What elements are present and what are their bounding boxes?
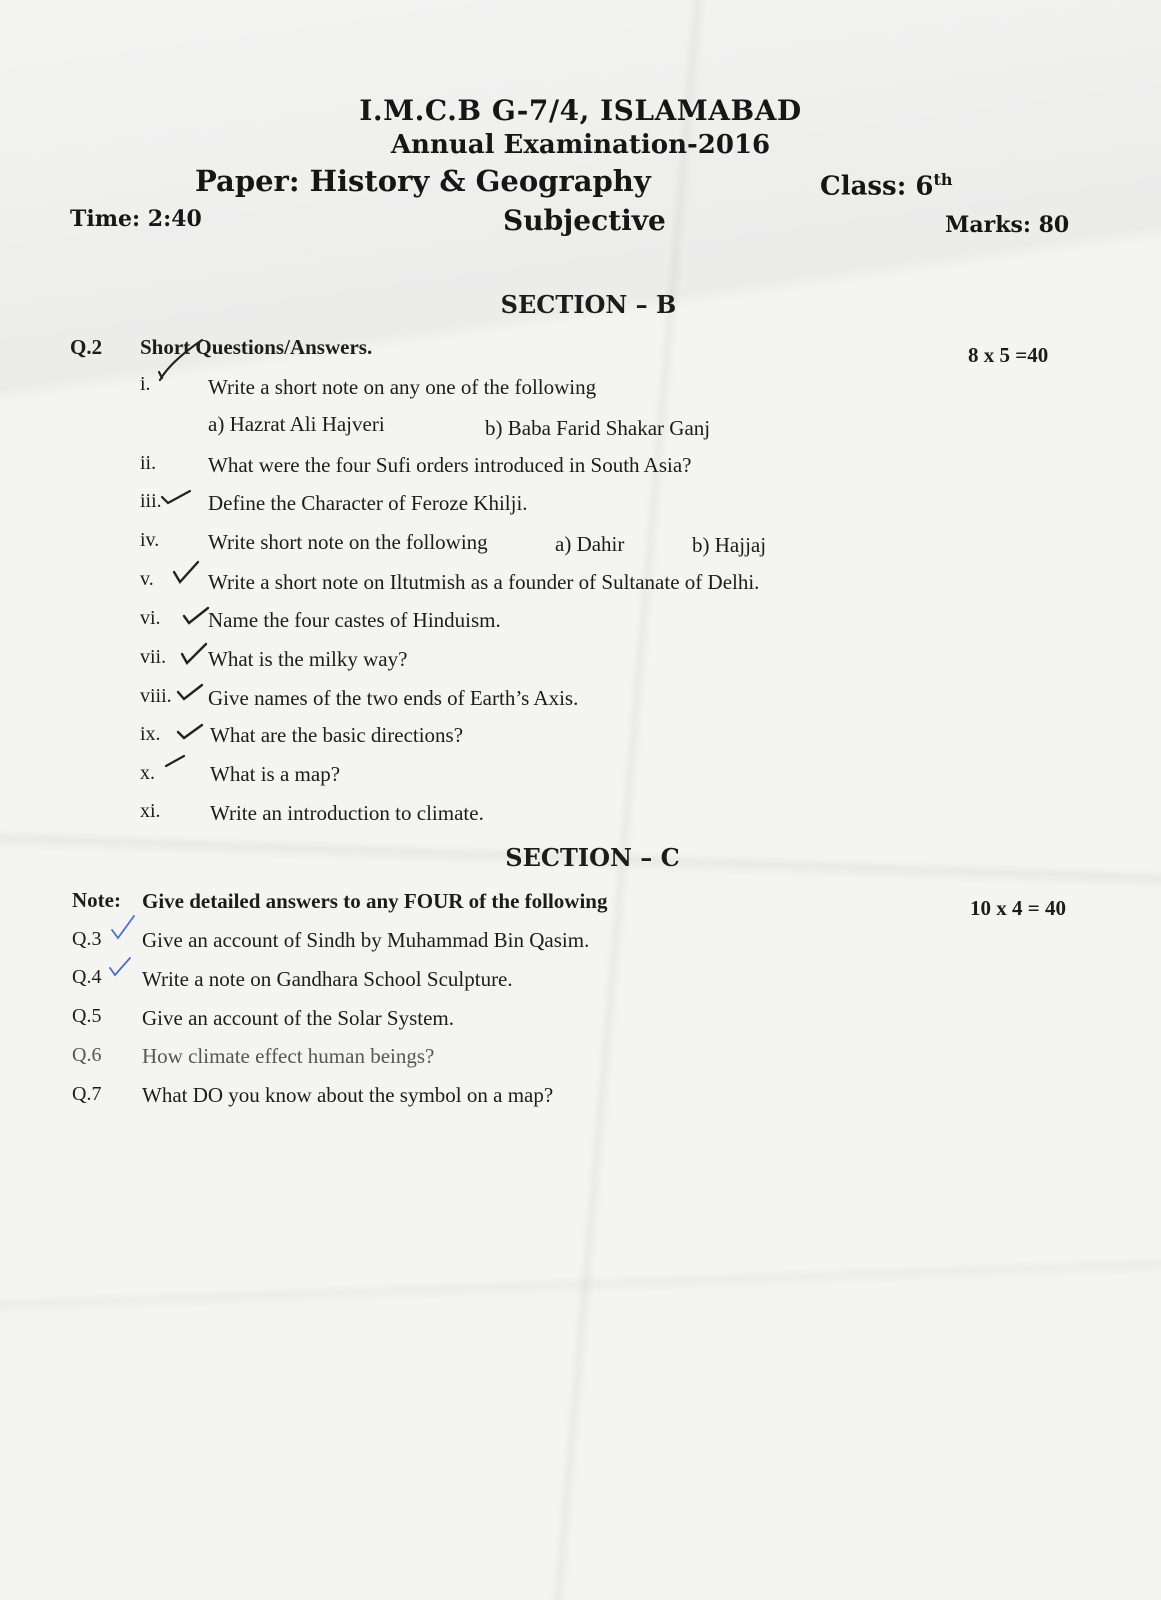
item-num: x. (140, 762, 155, 784)
check-mark-icon (180, 642, 208, 666)
q2-number: Q.2 (70, 335, 103, 359)
note-label: Note: (72, 888, 121, 912)
paper-subject: Paper: History & Geography (195, 164, 651, 198)
class-label: Class: 6 (820, 171, 934, 202)
item-num: iv. (140, 529, 160, 551)
item-num: ix. (140, 723, 161, 745)
check-mark-icon (182, 606, 210, 626)
question-num: Q.3 (72, 928, 102, 950)
item-num: viii. (140, 685, 172, 707)
item-text: Write short note on the following (208, 530, 488, 554)
section-c-marks: 10 x 4 = 40 (970, 896, 1066, 920)
check-mark-icon (110, 914, 136, 942)
check-mark-icon (176, 683, 204, 703)
item-text: Write a short note on any one of the following (208, 375, 597, 399)
item-option-b: b) Hajjaj (692, 533, 767, 557)
class-info (820, 170, 952, 202)
question-text: What DO you know about the symbol on a map? (142, 1083, 554, 1107)
item-num: v. (140, 568, 154, 590)
question-num: Q.5 (72, 1005, 102, 1027)
total-marks: Marks: 80 (945, 212, 1070, 238)
check-mark-icon (158, 336, 204, 384)
item-num: ii. (140, 452, 157, 474)
exam-title: Annual Examination-2016 (390, 130, 771, 160)
item-text: Define the Character of Feroze Khilji. (208, 491, 528, 515)
item-text: What are the basic directions? (210, 723, 464, 747)
item-num: vi. (140, 607, 161, 629)
question-text: Write a note on Gandhara School Sculpture. (142, 967, 513, 991)
section-b-marks: 8 x 5 =40 (968, 343, 1049, 367)
check-mark-icon (176, 723, 204, 741)
question-num: Q.6 (72, 1044, 102, 1066)
question-text: Give an account of the Solar System. (142, 1006, 455, 1030)
question-num: Q.7 (72, 1083, 102, 1105)
item-text: Give names of the two ends of Earth’s Axis. (208, 686, 579, 710)
item-option-b: b) Baba Farid Shakar Ganj (485, 416, 711, 440)
question-text: How climate effect human beings? (142, 1044, 435, 1068)
item-num: iii. (140, 490, 162, 512)
check-mark-icon (108, 956, 132, 978)
item-option-a: a) Hazrat Ali Hajveri (208, 412, 385, 436)
paper-type: Subjective (503, 204, 666, 237)
item-option-a: a) Dahir (555, 532, 625, 556)
check-mark-icon (160, 488, 192, 506)
item-num: xi. (140, 800, 161, 822)
question-text: Give an account of Sindh by Muhammad Bin Qasim. (142, 928, 590, 952)
question-num: Q.4 (72, 966, 102, 988)
school-name: I.M.C.B G-7/4, ISLAMABAD (359, 94, 802, 127)
q2-heading: Short Questions/Answers. (140, 335, 373, 359)
item-text: What is the milky way? (208, 647, 408, 671)
item-text: Write a short note on Iltutmish as a founder of Sultanate of Delhi. (208, 570, 760, 594)
item-text: What were the four Sufi orders introduced in South Asia? (208, 453, 692, 477)
time-info: Time: 2:40 (70, 206, 202, 232)
section-c-title: SECTION – C (505, 843, 680, 872)
item-text: What is a map? (210, 762, 341, 786)
section-b-title: SECTION – B (500, 290, 677, 319)
note-text: Give detailed answers to any FOUR of the following (142, 889, 608, 913)
item-text: Name the four castes of Hinduism. (208, 608, 501, 632)
check-mark-icon (172, 560, 200, 586)
check-mark-icon (164, 754, 186, 770)
item-num: vii. (140, 646, 167, 668)
item-text: Write an introduction to climate. (210, 801, 484, 825)
class-suffix: th (933, 170, 953, 189)
item-num: i. (140, 373, 151, 395)
